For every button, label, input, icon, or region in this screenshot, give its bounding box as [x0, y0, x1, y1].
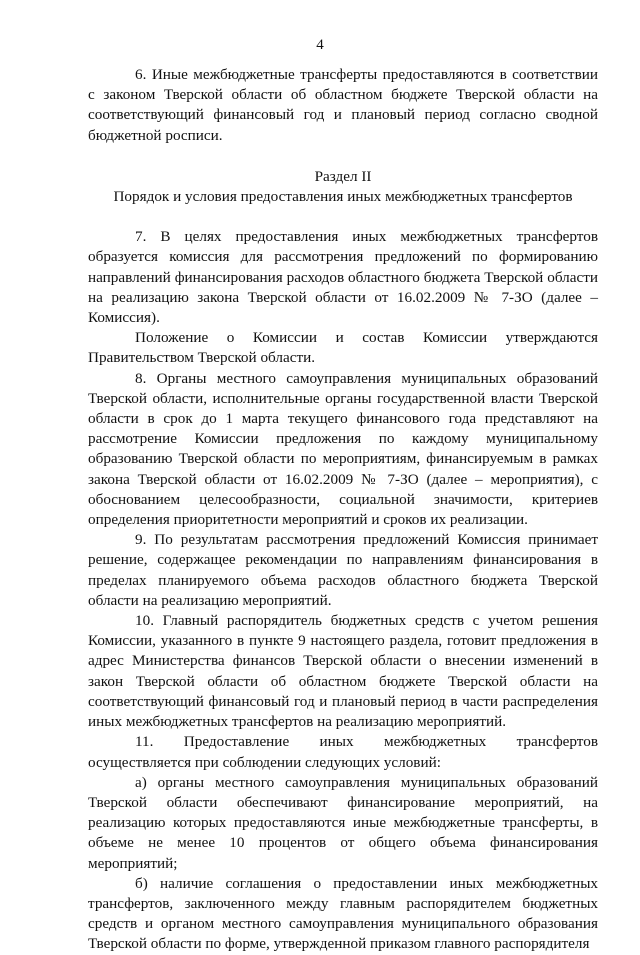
- paragraph-10: 10. Главный распорядитель бюджетных средств с учетом решения Комиссии, указанного в пункте 9 настоящего раздела, готовит предложения в адрес Министерства финансов Тверской области о внесении изменений в закон Тверской области об областном бюджете Тверской области на соответствующий финансовый год и плановый период в части распределения иных межбюджетных трансфертов на реализацию мероприятий.: [88, 612, 598, 731]
- paragraph-7-commission-regulation: Положение о Комиссии и состав Комиссии утверждаются Правительством Тверской области.: [88, 329, 598, 367]
- paragraph-8: 8. Органы местного самоуправления муниципальных образований Тверской области, исполнительные органы государственной власти Тверской области в срок до 1 марта текущего финансового года представляют на рассмотрение Комиссии предложения по каждому муниципальному образованию Тверской области по мероприятиям, финансируемым в рамках закона Тверской области от 16.02.2009 № 7-ЗО (далее – мероприятия), с обоснованием целесообразности, социальной значимости, критериев определения приоритетности мероприятий и сроков их реализации.: [88, 369, 598, 529]
- paragraph-11-a: а) органы местного самоуправления муниципальных образований Тверской области обеспечивают финансирование мероприятий, на реализацию которых предоставляются иные межбюджетные трансферты, в объеме не менее 10 процентов от общего объема финансирования мероприятий;: [88, 773, 598, 872]
- paragraph-11-b: б) наличие соглашения о предоставлении иных межбюджетных трансфертов, заключенного между главным распорядителем бюджетных средств и органом местного самоуправления муниципального образования Тверской области по форме, утвержденной приказом главного распорядителя: [88, 874, 598, 953]
- paragraph-11: 11. Предоставление иных межбюджетных трансфертов осуществляется при соблюдении следующих условий:: [88, 733, 598, 771]
- section-title: Порядок и условия предоставления иных межбюджетных трансфертов: [113, 188, 573, 206]
- paragraph-6: 6. Иные межбюджетные трансферты предоставляются в соответствии с законом Тверской области об областном бюджете Тверской области на соответствующий финансовый год и плановый период согласно сводной бюджетной росписи.: [88, 66, 598, 144]
- page-number: 4: [316, 37, 324, 53]
- document-body: [88, 65, 598, 955]
- section-label: Раздел II: [314, 167, 372, 185]
- paragraph-9: 9. По результатам рассмотрения предложений Комиссия принимает решение, содержащее рекомендации по направлениям финансирования в пределах планируемого объема расходов областного бюджета Тверской области на реализацию мероприятий.: [88, 531, 598, 609]
- paragraph-7: 7. В целях предоставления иных межбюджетных трансфертов образуется комиссия для рассмотрения предложений по формированию направлений финансирования расходов областного бюджета Тверской области на реализацию закона Тверской области от 16.02.2009 № 7-ЗО (далее – Комиссия).: [88, 228, 598, 327]
